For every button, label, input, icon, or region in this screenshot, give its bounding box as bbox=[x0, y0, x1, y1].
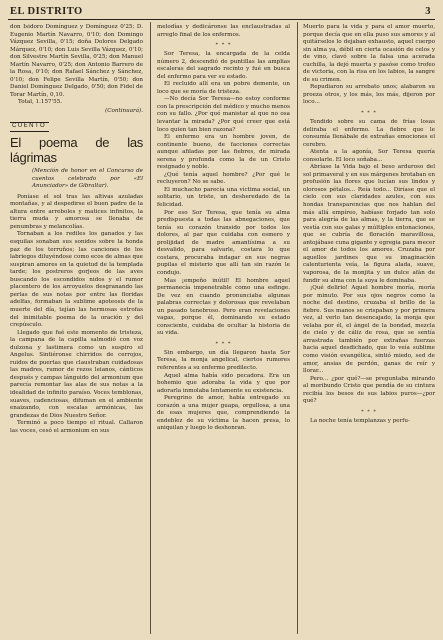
donation-total: Total, 1.157'55. bbox=[18, 99, 63, 106]
section-separator: * * * bbox=[215, 340, 232, 347]
section-separator: * * * bbox=[361, 110, 377, 117]
story-paragraph: Mas ¡empeño inútil! El hombre aquel permanecía impenetrable como una esfinge. De vez en cuando pronunciaba algunas palabras correctas y dolorosas que revelaban un pasado tenebroso. Pero eran revelaciones vagas, porque él, dominando su estado consciente, cuidaba de ocultar la historia de su vida. bbox=[157, 277, 290, 337]
newspaper-title: EL DISTRITO bbox=[10, 6, 83, 17]
column-divider bbox=[150, 22, 151, 634]
story-paragraph: Aquel alma había sido pecadora. Era un bohemio que adoraba la vida y que por adorarla inmolaba lentamente su existencia. bbox=[157, 372, 290, 394]
page-header bbox=[10, 3, 431, 17]
story-paragraph: Abríase la Vida bajo el beso arduroso del sol primaveral y en sus márgenes brotaban en profusión las flores que lucían sus lindos y olorosos pétalos... Reía todo... Diríase que el cielo con sus claridades azules, con sus hondas transparencias que nos hablan del más allá empíreo, habíase forjado tan solo para alegría de las almas, y la tierra, que se vestía con sus galas y múltiples entonaciones, que se cubría de floración maravillosa, antojábase cuna gigante y egregia para mecer el amor de todos los amores. Cruzaba por aquellos jardines que su imaginación calenturienta veía, la figura alada, suave, vaporosa, de la monjita y un dulce afán de fundir su alma con la suya le dominaba. bbox=[303, 164, 435, 284]
story-paragraph: Atenta a la agonía, Sor Teresa quería consolarle. El loco soñaba... bbox=[303, 149, 435, 163]
column-3 bbox=[303, 24, 435, 425]
story-paragraph: Repudiaron su arrebato unos; alabaron su proeza otros, y los más, los más, dijeron por loco... bbox=[303, 84, 435, 106]
continued-note: (Continuará). bbox=[105, 108, 143, 115]
column-divider bbox=[297, 22, 298, 634]
header-rule bbox=[8, 19, 435, 20]
story-title: El poema de las lágrimas bbox=[10, 135, 143, 166]
story-paragraph: Muerto para la vida y para el amor muerto, porque decía que en ella puso sus amores y al quitárselos lo dejaban exhausto, aquel cuerpo sin alma ya, débil en cierta ocasión de celos y de vino, clavó sobre la falsa una acerada cuchilla, la dejó muerta y pasóse como trofeo de victoria, con la risa en los labios, la sangre de su crimen. bbox=[303, 24, 435, 83]
section-separator: * * * bbox=[361, 408, 377, 415]
story-paragraph: Terminó a poco tiempo el ritual. Callaron las voces, cesó el armonium en sus bbox=[10, 420, 143, 434]
story-paragraph: Llegado que fué este momento de tristeza, la campana de la capilla salmodió con voz dulzona y lastimera como un suspiro el Angelus. Sintiéronse chirridos de cerrojos, ruidos de puertas que claustraban cuidadosas las madres, rumor de rezos leianos, cánticos después y campas lánguido del armonium que parecía remontar las alas de sus notas a la idealidad de infinito paraíso. Voces temblonas, suaves, cadenciosas, difuman en el ambiente enaizando, con escalas armónicas, las grandezas de Dios Nuestro Señor. bbox=[10, 329, 143, 419]
story-paragraph: Sor Teresa, la encargada de la celda número 2, descendió de puntillas las amplias escaleras del sagrado recinto y fué en busca del enfermo para ver su estado. bbox=[157, 51, 290, 80]
story-paragraph: El enfermo era un hombre joven, de continente bueno, de facciones correctas aunque afiladas por las fiebres, de mirada serena y profunda como la de un Cristo resignado y noble. bbox=[157, 134, 290, 171]
story-paragraph: Por eso Sor Teresa, que tenía su alma predispuesta a todas las abnegaciones, que tenía su corazón transido por todos los dolores, al par que cuidaba con esmero y prolijidad de madre amantísima a su desvalido, para salvarle, costara lo que costara, procuraba indagar en sus negras pupilas el misterio que allí tan sin razón le condujo. bbox=[157, 209, 290, 276]
story-paragraph: ¡Qué delirio! Aquel hombre moría, moría por minuto. Por sus ojos negros como la noche del destino, cruzaba el brillo de la fiebre. Sus manos se crispaban y por primera vez, al verlo tan desencajado, la monja que velaba por él, el ángel de la bondad, mezcla de cielo y de cáliz de rosa, que se sentía arrastrada también por extrañas fuerzas hacia aquel desdichado, que lo veía sublime como visión evangélica, sintió miedo, sed de amor, ansias de perdón, ganas de reír y llorar... bbox=[303, 285, 435, 375]
story-dedication: (Mención de honor en el Concurso de cuentos celebrado por «El Anunciador» de Gibraltar). bbox=[32, 168, 143, 190]
column-2 bbox=[157, 24, 290, 433]
story-paragraph: —No decía Sor Teresa—no estoy conforme con la prescripción del médico y mucho menos con su fallo. ¿Por qué manistar al que no osa levantar la mirada? ¿Por qué creer que está loco quien tan bien razona? bbox=[157, 96, 290, 133]
story-paragraph: Tornaban a los rediles los ganados y las esquilas sonaban sus sonidos sobre la honda paz de los terruños; las canciones de los labriegos diluyéndose como ecos de almas que suspiran amores en la quietud de la templada tarde; los postreros gorjeos de las aves buscando los escondidos nidos y el rumor placentero de los arroyuelos desgranando las perlas de sus notas por entre las floridas adelfas, formaban la sublime apoteosis de la muerte del día, tejían las hermosas estrofas del inimitable poema de la oración y del crepúsculo. bbox=[10, 231, 143, 329]
story-paragraph: Pero... ¿por qué?—se preguntaba mirando al moribundo Cristo que pendía de su cintura recibía los besos de sus labios puros—¿por qué? bbox=[303, 375, 435, 405]
story-paragraph: Poníase el sol tras las altivas azuladas montañas, y al despedirse el buen padre de la altura entre arreboles y matices infinitos, la tierra muda y amorosa se llenaba de penumbras y melancolías. bbox=[10, 193, 143, 230]
story-paragraph: El recluido allí era un pobre demente, un loco que se moría de tristeza. bbox=[157, 81, 290, 95]
story-paragraph: La noche tenía templanzas y perfu- bbox=[310, 417, 410, 424]
section-separator: * * * bbox=[215, 42, 232, 49]
story-paragraph: melodías y dedicáronse las enclaustradas al arreglo final de los enfermos. bbox=[157, 24, 290, 38]
story-paragraph: El muchacho parecía una víctima social, un solitario, un triste, un desheredado de la felicidad. bbox=[157, 186, 290, 209]
story-paragraph: Tendido sobre su cama de frías losas deliraba el enfermo. La fiebre que le consumía llenábale de extrañas emociones el cerebro. bbox=[303, 119, 435, 148]
story-paragraph: Sin embargo, un día llegaron hasta Sor Teresa, la monja angelical, ciertos rumores referentes a su enfermo predilecto. bbox=[157, 349, 290, 371]
page-number: 3 bbox=[425, 6, 431, 17]
section-label: CUENTO bbox=[10, 122, 49, 133]
donor-list: don Isidoro Domínguez y Domínguez 0'25; D. Eugenio Martín Navarro, 0'10; don Domingo Vázquez Sevilla, 0'15; doña Dolores Delgado Márquez, 0'10; don Luis Sevilla Vázquez, 0'10; don Silvestre Martín Sevilla, 0'25; don Manuel Martín Navarro, 0'25; don Antonio Barrero de la Rosa, 0'10; don Rafael Sánchez y Sánchez, 0'10; don Felipe Sevilla Martín, 0'50; don Daniel Domínguez Delgado, 0'50; don Fidel de Torar Martín, 0,10. bbox=[10, 24, 143, 98]
story-paragraph: Peregrino de amor, había entregado su corazón a una mujer guapa, orgullosa, a una de esas mujeres que, comprendiendo la endeblez de su víctima la hacen presa, lo aniquilan y luego lo deshonran. bbox=[157, 395, 290, 432]
story-paragraph: ¿Qué tenía aquel hombre? ¿Por qué le recluyeron? No se sabe. bbox=[157, 171, 290, 186]
column-1 bbox=[10, 24, 143, 435]
